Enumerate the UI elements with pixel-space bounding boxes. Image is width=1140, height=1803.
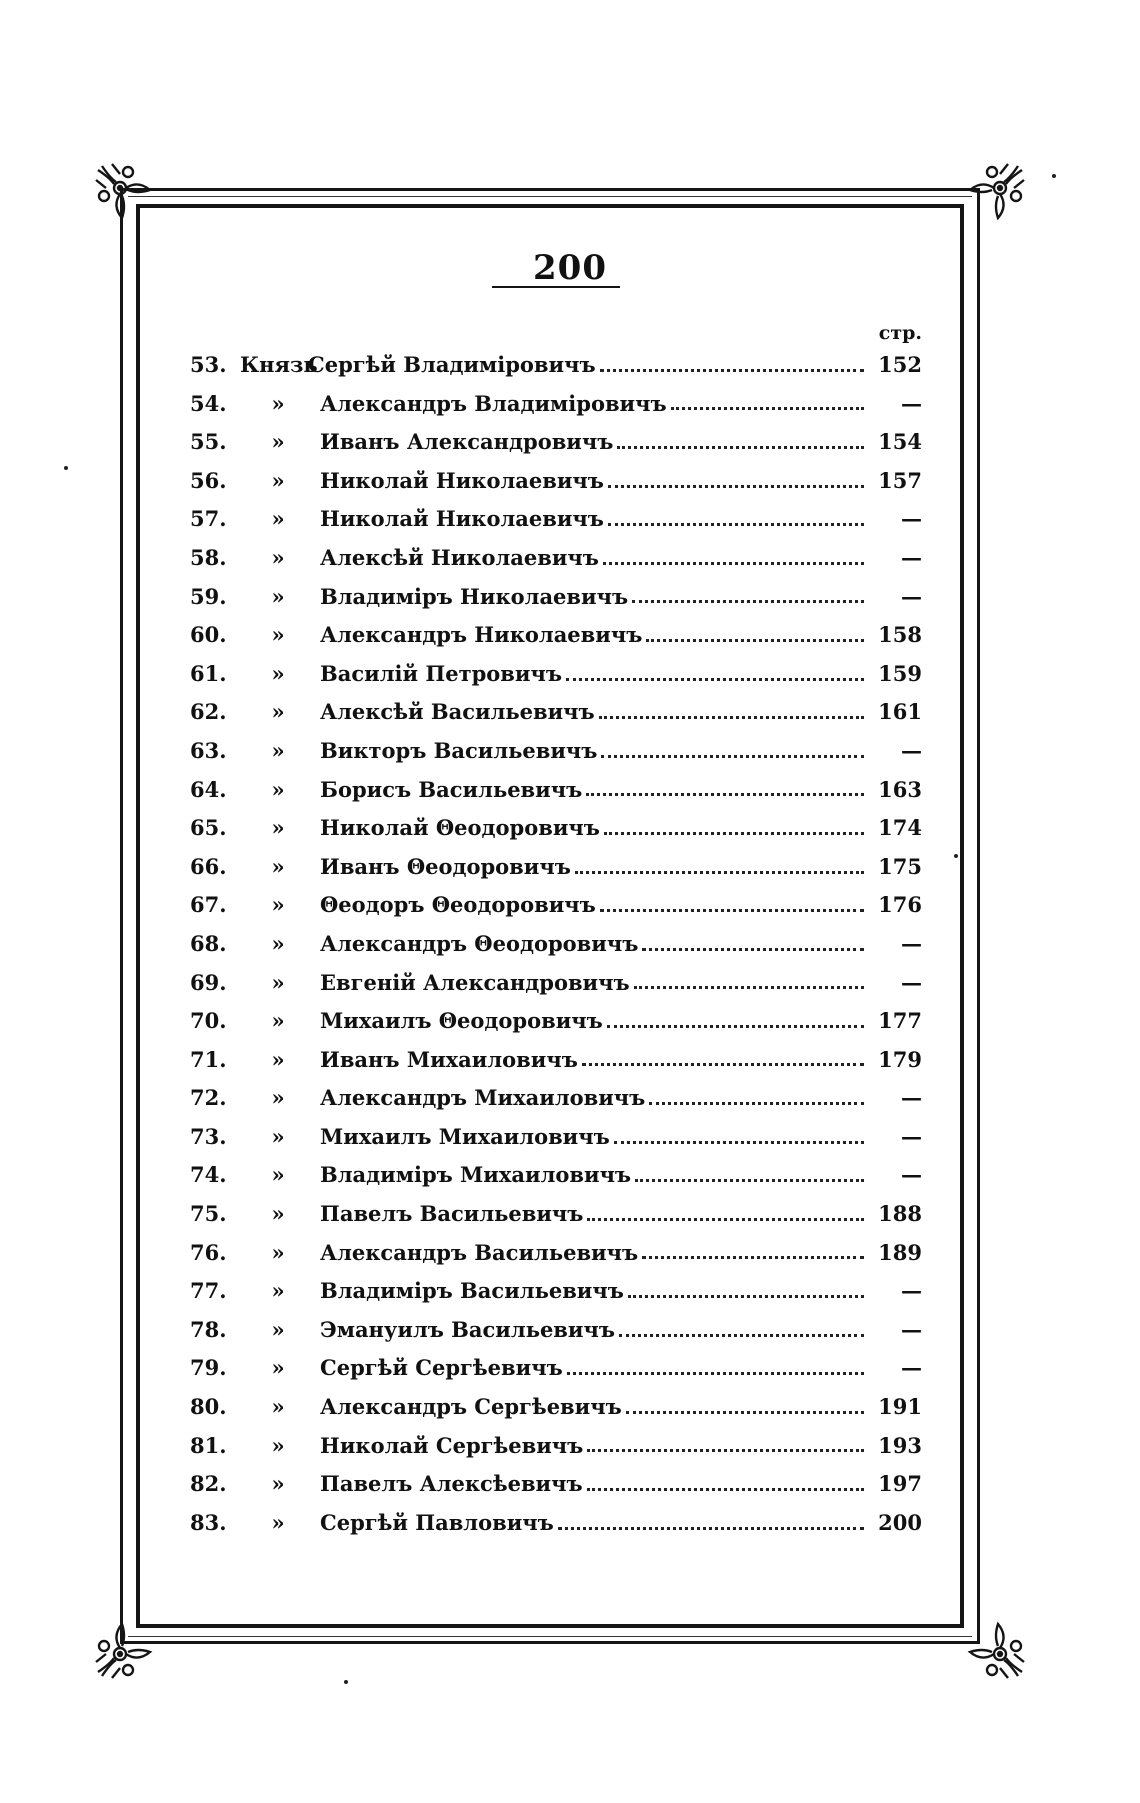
entry-name: Николай Николаевичъ	[320, 467, 604, 493]
corner-ornament-icon	[958, 1612, 1028, 1682]
entry-page-number: —	[901, 969, 922, 995]
dot-leader	[582, 1063, 864, 1066]
list-item	[190, 616, 922, 655]
dot-leader	[586, 793, 864, 796]
entry-page-number: 154	[878, 429, 922, 455]
ditto-mark: »	[271, 1046, 285, 1072]
entry-number: 67.	[190, 892, 227, 918]
ditto-mark: »	[271, 737, 285, 763]
dot-leader	[558, 1527, 864, 1530]
list-item	[190, 1195, 922, 1234]
dot-leader	[603, 562, 864, 565]
entry-number: 63.	[190, 737, 227, 763]
entry-page-number: —	[901, 1278, 922, 1304]
entry-page-number: 158	[878, 622, 922, 648]
dot-leader	[628, 1295, 864, 1298]
dot-leader	[599, 716, 864, 719]
print-speck	[344, 1680, 348, 1684]
entry-name: Владиміръ Михаиловичъ	[320, 1162, 632, 1188]
entry-page-number: —	[901, 1316, 922, 1342]
list-item	[190, 693, 922, 732]
entry-number: 54.	[190, 390, 227, 416]
entry-number: 74.	[190, 1162, 227, 1188]
entry-page-number: 191	[878, 1394, 922, 1420]
dot-leader	[626, 1411, 864, 1414]
list-item	[190, 848, 922, 887]
ditto-mark: »	[271, 815, 285, 841]
list-item	[190, 500, 922, 539]
entry-page-number: 157	[878, 467, 922, 493]
entry-name: Александръ Θеодоровичъ	[320, 930, 639, 956]
print-speck	[64, 466, 68, 470]
dot-leader	[632, 600, 864, 603]
dot-leader	[587, 1218, 864, 1221]
entry-number: 59.	[190, 583, 227, 609]
page-frame-hairline-top	[128, 196, 972, 197]
list-item	[190, 539, 922, 578]
entry-page-number: 152	[878, 352, 922, 377]
corner-ornament-icon	[92, 1612, 162, 1682]
dot-leader	[601, 755, 864, 758]
entry-name: Сергѣй Павловичъ	[320, 1509, 554, 1535]
entry-name: Иванъ Θеодоровичъ	[320, 853, 571, 879]
entry-name: Василій Петровичъ	[320, 660, 562, 686]
entry-number: 71.	[190, 1046, 227, 1072]
dot-leader	[600, 909, 864, 912]
entry-name: Иванъ Александровичъ	[320, 429, 614, 455]
dot-leader	[614, 1141, 864, 1144]
entry-number: 82.	[190, 1471, 227, 1497]
entry-page-number: —	[901, 544, 922, 570]
entry-name: Михаилъ Θеодоровичъ	[320, 1008, 603, 1034]
entry-number: 66.	[190, 853, 227, 879]
dot-leader	[587, 1449, 864, 1452]
dot-leader	[635, 1179, 864, 1182]
dot-leader	[600, 369, 864, 372]
list-item	[190, 1388, 922, 1427]
entry-number: 65.	[190, 815, 227, 841]
entry-page-number: 176	[878, 892, 922, 918]
entry-name: Эмануилъ Васильевичъ	[320, 1316, 615, 1342]
dot-leader	[608, 485, 864, 488]
ditto-mark: »	[271, 622, 285, 648]
entry-name: Борисъ Васильевичъ	[320, 776, 583, 802]
table-of-contents	[190, 346, 922, 1542]
list-item	[190, 1504, 922, 1543]
page-number-rule	[492, 286, 620, 288]
dot-leader	[587, 1488, 864, 1491]
entry-number: 72.	[190, 1085, 227, 1111]
list-item	[190, 809, 922, 848]
list-item	[190, 655, 922, 694]
ditto-mark: »	[271, 699, 285, 725]
list-item	[190, 423, 922, 462]
entry-name: Николай Θеодоровичъ	[320, 815, 600, 841]
entry-name: Владиміръ Николаевичъ	[320, 583, 629, 609]
list-item	[190, 1349, 922, 1388]
ditto-mark: »	[271, 506, 285, 532]
ditto-mark: »	[271, 1471, 285, 1497]
entry-page-number: —	[901, 1123, 922, 1149]
list-item	[190, 1002, 922, 1041]
ditto-mark: »	[271, 1008, 285, 1034]
entry-page-number: 189	[878, 1239, 922, 1265]
entry-name: Александръ Михаиловичъ	[320, 1085, 646, 1111]
entry-page-number: —	[901, 1355, 922, 1381]
entry-page-number: 159	[878, 660, 922, 686]
ditto-mark: »	[271, 969, 285, 995]
list-item	[190, 925, 922, 964]
ditto-mark: »	[271, 1316, 285, 1342]
ditto-mark: »	[271, 1239, 285, 1265]
entry-name: Иванъ Михаиловичъ	[320, 1046, 578, 1072]
dot-leader	[604, 832, 864, 835]
dot-leader	[617, 446, 864, 449]
entry-number: 69.	[190, 969, 227, 995]
entry-page-number: 200	[878, 1509, 922, 1535]
page-frame-hairline-bottom	[128, 1636, 972, 1637]
entry-page-number: 179	[878, 1046, 922, 1072]
corner-ornament-icon	[958, 160, 1028, 230]
entry-number: 57.	[190, 506, 227, 532]
entry-name: Александръ Сергѣевичъ	[320, 1394, 622, 1420]
entry-page-number: 177	[878, 1008, 922, 1034]
list-item	[190, 1041, 922, 1080]
entry-name: Александръ Васильевичъ	[320, 1239, 639, 1265]
ditto-mark: »	[271, 544, 285, 570]
ditto-mark: »	[271, 1085, 285, 1111]
entry-number: 56.	[190, 467, 227, 493]
print-speck	[954, 854, 958, 858]
corner-ornament-icon	[92, 160, 162, 230]
list-item	[190, 1118, 922, 1157]
ditto-mark: »	[271, 429, 285, 455]
entry-name: Александръ Владиміровичъ	[320, 390, 667, 416]
ditto-mark: »	[271, 660, 285, 686]
entry-name: Алексѣй Васильевичъ	[320, 699, 595, 725]
entry-number: 53.	[190, 352, 227, 377]
entry-number: 64.	[190, 776, 227, 802]
entry-number: 77.	[190, 1278, 227, 1304]
entry-title: Князь	[240, 352, 318, 377]
entry-page-number: —	[901, 583, 922, 609]
entry-page-number: 188	[878, 1201, 922, 1227]
entry-number: 55.	[190, 429, 227, 455]
dot-leader	[634, 986, 864, 989]
dot-leader	[642, 1256, 864, 1259]
print-speck	[1052, 174, 1056, 178]
dot-leader	[619, 1334, 864, 1337]
entry-page-number: —	[901, 390, 922, 416]
entry-name: Сергѣй Владиміровичъ	[308, 352, 596, 377]
entry-page-number: —	[901, 1162, 922, 1188]
entry-page-number: —	[901, 737, 922, 763]
entry-number: 70.	[190, 1008, 227, 1034]
entry-number: 75.	[190, 1201, 227, 1227]
entry-name: Θеодоръ Θеодоровичъ	[320, 892, 596, 918]
list-item	[190, 886, 922, 925]
dot-leader	[671, 407, 864, 410]
entry-number: 83.	[190, 1509, 227, 1535]
entry-name: Павелъ Алексѣевичъ	[320, 1471, 583, 1497]
ditto-mark: »	[271, 1162, 285, 1188]
list-item	[190, 385, 922, 424]
entry-page-number: 193	[878, 1432, 922, 1458]
dot-leader	[608, 523, 864, 526]
entry-number: 62.	[190, 699, 227, 725]
list-item	[190, 964, 922, 1003]
entry-number: 73.	[190, 1123, 227, 1149]
entry-name: Алексѣй Николаевичъ	[320, 544, 599, 570]
entry-number: 79.	[190, 1355, 227, 1381]
entry-name: Михаилъ Михаиловичъ	[320, 1123, 610, 1149]
entry-page-number: 197	[878, 1471, 922, 1497]
list-item	[190, 1234, 922, 1273]
list-item	[190, 1272, 922, 1311]
ditto-mark: »	[271, 1355, 285, 1381]
entry-number: 58.	[190, 544, 227, 570]
ditto-mark: »	[271, 1432, 285, 1458]
entry-name: Евгеній Александровичъ	[320, 969, 630, 995]
ditto-mark: »	[271, 583, 285, 609]
entry-name: Сергѣй Сергѣевичъ	[320, 1355, 563, 1381]
dot-leader	[649, 1102, 864, 1105]
dot-leader	[646, 639, 864, 642]
entry-page-number: 175	[878, 853, 922, 879]
list-item	[190, 771, 922, 810]
list-item	[190, 578, 922, 617]
ditto-mark: »	[271, 1278, 285, 1304]
ditto-mark: »	[271, 930, 285, 956]
ditto-mark: »	[271, 467, 285, 493]
ditto-mark: »	[271, 1394, 285, 1420]
page-column-header: стр.	[878, 322, 922, 344]
entry-number: 76.	[190, 1239, 227, 1265]
dot-leader	[642, 948, 864, 951]
entry-page-number: —	[901, 1085, 922, 1111]
entry-name: Викторъ Васильевичъ	[320, 737, 598, 763]
entry-number: 61.	[190, 660, 227, 686]
entry-page-number: 174	[878, 815, 922, 841]
page-number: 200	[533, 248, 607, 288]
dot-leader	[566, 678, 864, 681]
ditto-mark: »	[271, 853, 285, 879]
ditto-mark: »	[271, 1509, 285, 1535]
list-item	[190, 732, 922, 771]
entry-number: 60.	[190, 622, 227, 648]
entry-number: 68.	[190, 930, 227, 956]
entry-name: Владиміръ Васильевичъ	[320, 1278, 624, 1304]
entry-name: Александръ Николаевичъ	[320, 622, 643, 648]
list-item	[190, 1156, 922, 1195]
dot-leader	[567, 1372, 864, 1375]
entry-page-number: —	[901, 506, 922, 532]
dot-leader	[607, 1025, 864, 1028]
entry-name: Николай Николаевичъ	[320, 506, 604, 532]
ditto-mark: »	[271, 390, 285, 416]
entry-number: 80.	[190, 1394, 227, 1420]
entry-name: Николай Сергѣевичъ	[320, 1432, 584, 1458]
ditto-mark: »	[271, 1123, 285, 1149]
entry-page-number: —	[901, 930, 922, 956]
ditto-mark: »	[271, 1201, 285, 1227]
entry-name: Павелъ Васильевичъ	[320, 1201, 584, 1227]
entry-page-number: 161	[878, 699, 922, 725]
entry-number: 81.	[190, 1432, 227, 1458]
list-item	[190, 462, 922, 501]
list-item	[190, 346, 922, 385]
list-item	[190, 1427, 922, 1466]
list-item	[190, 1079, 922, 1118]
list-item	[190, 1465, 922, 1504]
entry-number: 78.	[190, 1316, 227, 1342]
ditto-mark: »	[271, 892, 285, 918]
entry-page-number: 163	[878, 776, 922, 802]
ditto-mark: »	[271, 776, 285, 802]
list-item	[190, 1311, 922, 1350]
dot-leader	[575, 871, 864, 874]
